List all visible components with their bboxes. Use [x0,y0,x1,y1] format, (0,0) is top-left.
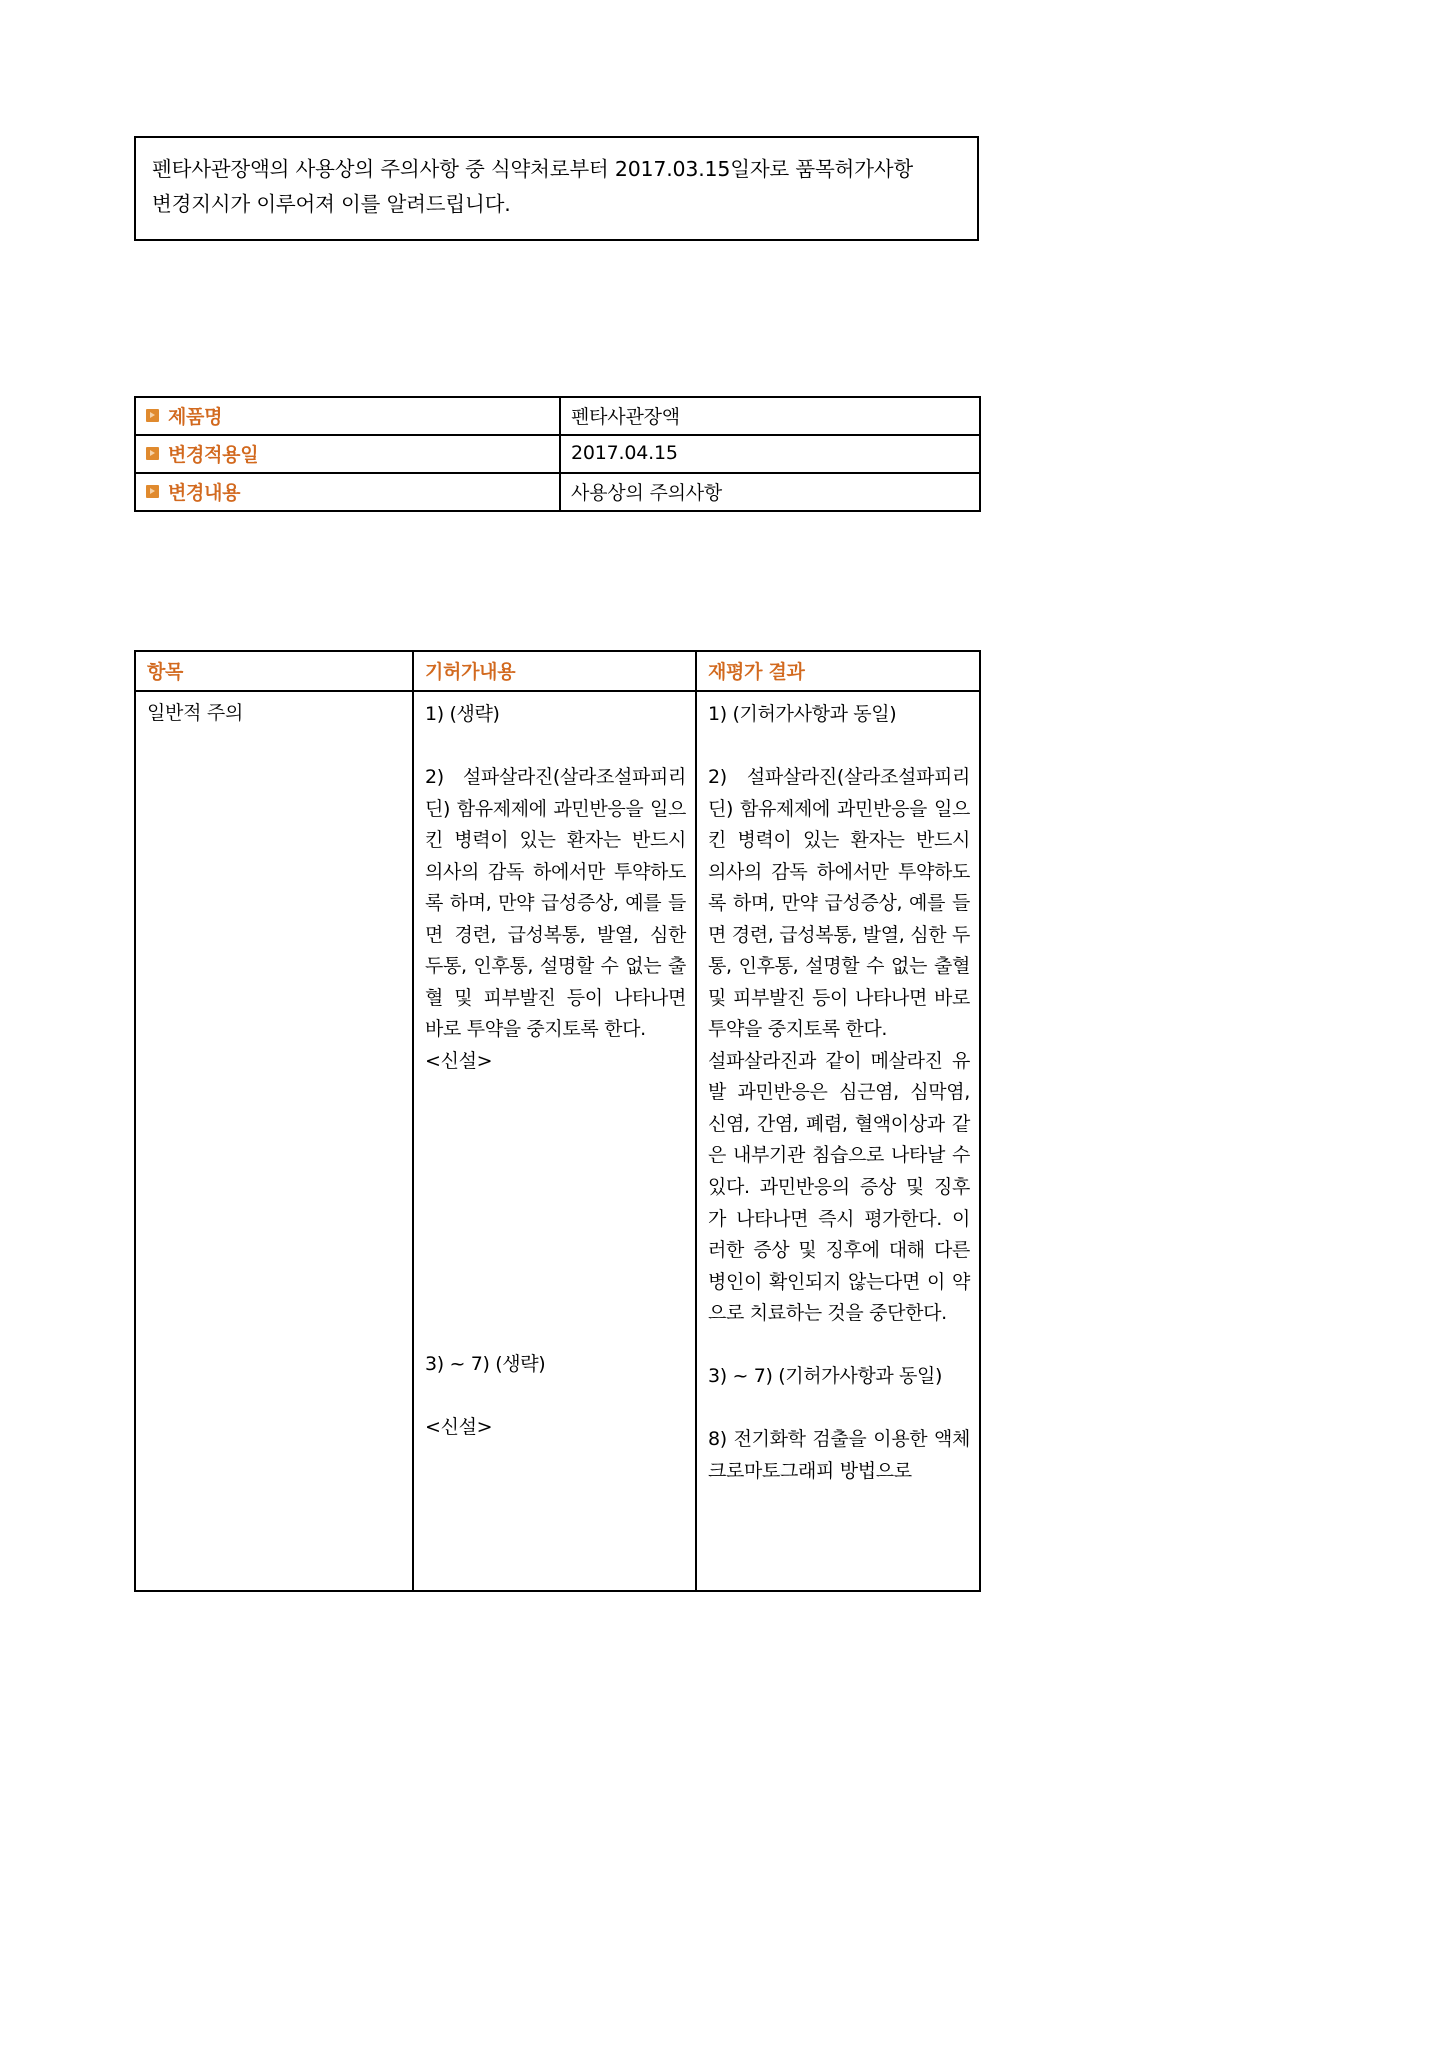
table-header-row [135,651,980,691]
cell-item [135,691,413,1591]
before-paragraph-3: <신설> [425,1049,493,1072]
notice-text: 펜타사관장액의 사용상의 주의사항 중 식약처로부터 2017.03.15일자로 품목허가사항 변경지시가 이루어져 이를 알려드립니다. [152,157,913,217]
info-value-text: 사용상의 주의사항 [571,481,723,504]
column-header-after [696,651,980,691]
before-paragraph-2: 2) 설파살라진(살라조설파피리딘) 함유제제에 과민반응을 일으킨 병력이 있는 환자는 반드시 의사의 감독 하에서만 투약하도록 하며, 만약 급성증상, 예를 들면 경련, 급성복통, 발열, 심한 두통, 인후통, 설명할 수 없는 출혈 및 피부발진 등이 나타나면 바로 투약을 중지토록 한다. [425,766,686,1041]
after-paragraph-1: 1) (기허가사항과 동일) [708,703,897,725]
info-label-cell-effective-date [135,435,560,473]
before-paragraph-5: <신설> [425,1416,493,1439]
info-value-text: 2017.04.15 [571,442,678,464]
info-label-text: 변경내용 [168,481,241,504]
after-paragraph-4: 3) ~ 7) (기허가사항과 동일) [708,1365,943,1388]
cell-before [413,691,696,1591]
before-paragraph-1: 1) (생략) [425,703,500,725]
info-value-cell-effective-date [560,435,980,473]
after-paragraph-2: 2) 설파살라진(살라조설파피리딘) 함유제제에 과민반응을 일으킨 병력이 있는 환자는 반드시 의사의 감독 하에서만 투약하도록 하며, 만약 급성증상, 예를 들면 경련, 급성복통, 발열, 심한 두통, 인후통, 설명할 수 없는 출혈 및 피부발진 등이 나타나면 바로 투약을 중지토록 한다. [708,766,970,1041]
column-header-text: 재평가 결과 [708,661,805,683]
info-value-cell-change-content [560,473,980,511]
square-play-bullet-icon [146,409,159,422]
table-row [135,473,980,511]
comparison-table [134,650,981,1592]
column-header-text: 항목 [147,661,184,683]
product-info-table [134,396,981,512]
table-row [135,397,980,435]
column-header-item [135,651,413,691]
table-row [135,691,980,1591]
column-header-before [413,651,696,691]
square-play-bullet-icon [146,485,159,498]
info-value-text: 펜타사관장액 [571,405,680,428]
cell-after [696,691,980,1591]
table-row [135,435,980,473]
column-header-text: 기허가내용 [425,661,516,683]
info-label-text: 변경적용일 [168,443,259,466]
info-label-cell-change-content [135,473,560,511]
notice-box [134,136,979,241]
after-paragraph-5: 8) 전기화학 검출을 이용한 액체크로마토그래피 방법으로 [708,1428,970,1482]
item-label: 일반적 주의 [147,702,244,724]
before-paragraph-4: 3) ~ 7) (생략) [425,1353,546,1376]
info-label-cell-product-name [135,397,560,435]
info-value-cell-product-name [560,397,980,435]
square-play-bullet-icon [146,447,159,460]
info-label-text: 제품명 [168,405,223,428]
after-paragraph-3: 설파살라진과 같이 메살라진 유발 과민반응은 심근염, 심막염, 신염, 간염, 폐렴, 혈액이상과 같은 내부기관 침습으로 나타날 수 있다. 과민반응의 증상 및 징후가 나타나면 즉시 평가한다. 이러한 증상 및 징후에 대해 다른 병인이 확인되지 않는다면 이 약으로 치료하는 것을 중단한다. [708,1049,970,1325]
